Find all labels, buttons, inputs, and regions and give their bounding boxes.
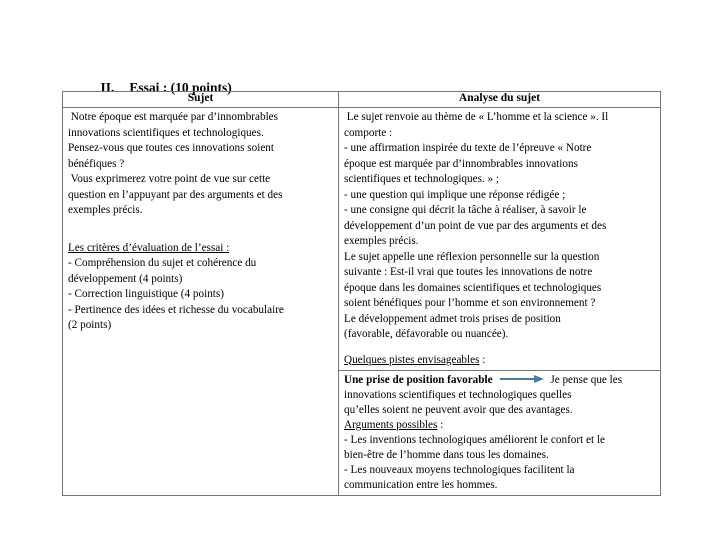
text-line: Le sujet renvoie au thème de « L’homme et la science ». Il (344, 111, 609, 123)
column-header-sujet: Sujet (63, 92, 339, 108)
criteria-line: développement (4 points) (68, 272, 183, 285)
text-line: suivante : Est-il vrai que toutes les innovations de notre (344, 266, 593, 278)
right-arrow-icon (499, 374, 545, 384)
text-line: qu’elles soient ne peuvent avoir que des avantages. (344, 404, 573, 416)
criteria-line: - Compréhension du sujet et cohérence du (68, 257, 257, 269)
arguments-heading-line (344, 418, 656, 433)
argument-line: - Les inventions technologiques améliorent le confort et le (344, 434, 605, 446)
criteria-line: - Pertinence des idées et richesse du vocabulaire (68, 303, 284, 316)
arguments-heading: Arguments possibles (344, 419, 438, 431)
text-line: développement d’un point de vue par des arguments et des (344, 219, 607, 232)
text-line: scientifiques et technologiques. » ; (344, 173, 500, 185)
sujet-cell (63, 108, 339, 496)
argument-line: bien-être de l’homme dans tous les domaines. (344, 449, 549, 461)
column-header-analyse: Analyse du sujet (339, 92, 661, 108)
text-line: Pensez-vous que toutes ces innovations soient (68, 142, 275, 154)
text-line: comporte : (344, 126, 393, 139)
text-line: bénéfiques ? (68, 157, 125, 170)
text-line: - une affirmation inspirée du texte de l’épreuve « Notre (344, 142, 592, 154)
pistes-colon: : (479, 353, 486, 366)
text-line: (favorable, défavorable ou nuancée). (344, 328, 509, 340)
text-line: Le sujet appelle une réflexion personnelle sur la question (344, 250, 600, 263)
vertical-spacer (68, 219, 334, 241)
text-line: innovations scientifiques et technologiques. (68, 126, 264, 139)
section-number: II. (100, 80, 115, 95)
arguments-colon: : (437, 419, 444, 431)
criteria-line: - Correction linguistique (4 points) (68, 288, 224, 300)
subject-analysis-table (62, 91, 661, 496)
text-line: Le développement admet trois prises de position (344, 312, 561, 325)
position-label: Une prise de position favorable (344, 374, 493, 386)
table-header-row (63, 92, 661, 108)
analyse-cell-top (339, 108, 661, 371)
vertical-spacer (344, 343, 656, 353)
text-line: exemples précis. (344, 235, 419, 247)
text-line: Notre époque est marquée par d’innombrables (68, 111, 279, 123)
pistes-heading-line (344, 353, 656, 369)
text-line: époque est marquée par d’innombrables innovations (344, 157, 578, 170)
criteria-heading: Les critères d’évaluation de l’essai : (68, 241, 230, 254)
text-line: époque dans les domaines scientifiques et technologiques (344, 281, 602, 294)
section-title: Essai : (10 points) (129, 80, 232, 95)
argument-line: - Les nouveaux moyens technologiques facilitent la (344, 464, 575, 476)
text-line: Vous exprimerez votre point de vue sur cette (68, 173, 271, 185)
text-line: - une question qui implique une réponse rédigée ; (344, 188, 566, 201)
text-line: exemples précis. (68, 204, 143, 216)
analyse-cell-bottom (339, 371, 661, 496)
text-line: soient bénéfiques pour l’homme et son environnement ? (344, 297, 596, 309)
position-line (344, 373, 656, 388)
argument-line: communication entre les hommes. (344, 479, 498, 491)
text-line: innovations scientifiques et technologiques quelles (344, 389, 572, 401)
position-intro-tail: Je pense que les (547, 374, 623, 386)
table-body-row-1 (63, 108, 661, 371)
pistes-heading: Quelques pistes envisageables (344, 353, 480, 366)
text-line: question en l’appuyant par des arguments et des (68, 188, 283, 201)
text-line: - une consigne qui décrit la tâche à réaliser, à savoir le (344, 204, 587, 216)
criteria-line: (2 points) (68, 319, 112, 331)
